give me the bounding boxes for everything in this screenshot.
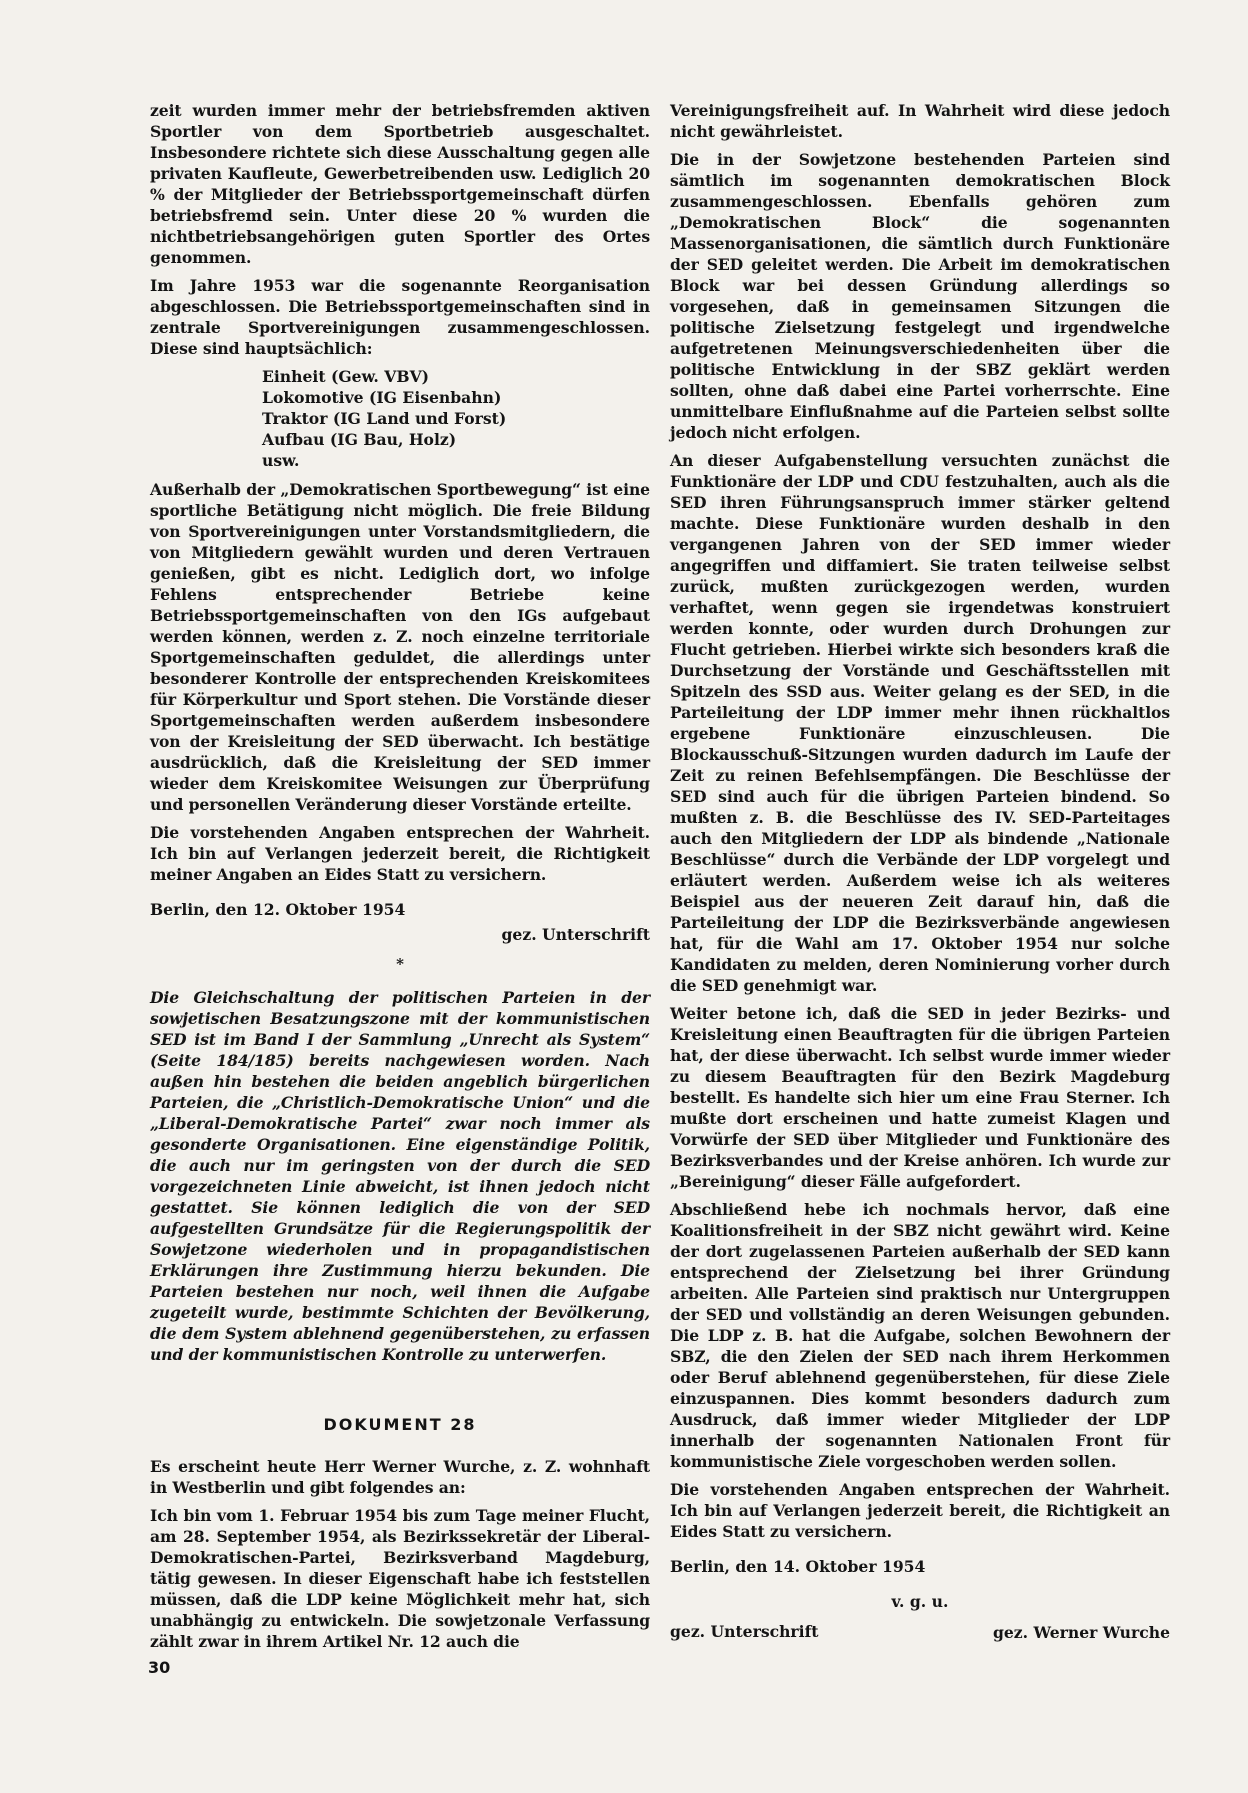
right-paragraph-2: Die in der Sowjetzone bestehenden Parteien sind sämtlich im sogenannten demokratischen Block zusammengeschlossen. Ebenfalls gehören zum „Demokratischen Block“ die sogenannten Massenorganisationen, die sämtlich durch Funktionäre der SED geleitet werden. Die Arbeit im demokratischen Block war bei dessen Gründung allerdings so vorgesehen, daß in gemeinsamen Sitzungen die politische Zielsetzung festgelegt und irgendwelche aufgetretenen Meinungsverschiedenheiten über die politische Entwicklung in der SBZ geklärt werden sollten, ohne daß dabei eine Partei vorherrschte. Eine unmittelbare Einflußnahme auf die Parteien selbst sollte jedoch nicht erfolgen. bbox=[670, 150, 1170, 442]
left-paragraph-2: Im Jahre 1953 war die sogenannte Reorganisation abgeschlossen. Die Betriebssportgemeinschaften sind in zentrale Sportvereinigungen zusammengeschlossen. Diese sind hauptsächlich: bbox=[150, 276, 650, 358]
signature-werner-wurche: gez. Werner Wurche bbox=[992, 1623, 1170, 1642]
left-paragraph-6: Ich bin vom 1. Februar 1954 bis zum Tage meiner Flucht, am 28. September 1954, als Bezirkssekretär der Liberal-Demokratischen-Partei, Bezirksverband Magdeburg, tätig gewesen. In dieser Eigenschaft habe ich feststellen müssen, daß die LDP keine Möglichkeit mehr hat, sich unabhängig zu entwickeln. Die sowjetzonale Verfassung zählt zwar in ihrem Artikel Nr. 12 auch die bbox=[150, 1506, 650, 1651]
section-separator: * bbox=[396, 955, 404, 973]
signature: gez. Unterschrift bbox=[501, 925, 650, 944]
list-item: Aufbau (IG Bau, Holz) bbox=[262, 430, 457, 449]
signature-bottom: gez. Unterschrift bbox=[670, 1622, 819, 1641]
right-paragraph-3: An dieser Aufgabenstellung versuchten zunächst die Funktionäre der LDP und CDU festzuhalten, auch als die SED ihren Führungsanspruch immer stärker geltend machte. Diese Funktionäre wurden deshalb in den vergangenen Jahren von der SED immer wieder angegriffen und diffamiert. Sie traten teilweise selbst zurück, mußten zurückgezogen werden, wurden verhaftet, wenn gegen sie irgendetwas konstruiert werden konnte, oder wurden durch Drohungen zur Flucht getrieben. Hierbei wirkte sich besonders kraß die Durchsetzung der Vorstände und Geschäftsstellen mit Spitzeln des SSD aus. Weiter gelang es der SED, in die Parteileitung der LDP immer mehr ihnen rückhaltlos ergebene Funktionäre einzuschleusen. Die Blockausschuß-Sitzungen wurden dadurch im Laufe der Zeit zu reinen Befehlsempfängen. Die Beschlüsse der SED sind auch für die übrigen Parteien bindend. So mußten z. B. die Beschlüsse des IV. SED-Parteitages auch den Mitgliedern der LDP als bindende „Nationale Beschlüsse“ durch die Verbände der LDP vorgelegt und erläutert werden. Außerdem weise ich als weiteres Beispiel aus der neueren Zeit darauf hin, daß die Parteileitung der LDP die Bezirksverbände angewiesen hat, für die Wahl am 17. Oktober 1954 nur solche Kandidaten zu melden, deren Nominierung vorher durch die SED genehmigt war. bbox=[670, 451, 1170, 995]
right-paragraph-1: Vereinigungsfreiheit auf. In Wahrheit wird diese jedoch nicht gewährleistet. bbox=[670, 101, 1170, 141]
left-column bbox=[150, 100, 650, 1659]
place-date: Berlin, den 14. Oktober 1954 bbox=[670, 1557, 926, 1576]
editorial-note: Die Gleichschaltung der politischen Parteien in der sowjetischen Besatzungszone mit der kommunistischen SED ist im Band I der Sammlung „Unrecht als System“ (Seite 184/185) bereits nachgewiesen worden. Nach außen hin bestehen die beiden angeblich bürgerlichen Parteien, die „Christlich-Demokratische Union“ und die „Liberal-Demokratische Partei“ zwar noch immer als gesonderte Organisationen. Eine eigenständige Politik, die auch nur im geringsten von der durch die SED vorgezeichneten Linie abweicht, ist ihnen jedoch nicht gestattet. Sie können lediglich die von der SED aufgestellten Grundsätze für die Regierungspolitik der Sowjetzone wiederholen und in propagandistischen Erklärungen ihre Zustimmung hierzu bekunden. Die Parteien bestehen nur noch, weil ihnen die Aufgabe zugeteilt wurde, bestimmte Schichten der Bevölkerung, die dem System ablehnend gegenüberstehen, zu erfassen und der kommunistischen Kontrolle zu unterwerfen. bbox=[150, 988, 650, 1364]
left-paragraph-5: Es erscheint heute Herr Werner Wurche, z. Z. wohnhaft in Westberlin und gibt folgendes an: bbox=[150, 1457, 650, 1497]
list-item: usw. bbox=[262, 451, 300, 470]
sport-associations-list bbox=[262, 366, 650, 471]
page-number: 30 bbox=[148, 1658, 171, 1677]
left-paragraph-4: Die vorstehenden Angaben entsprechen der Wahrheit. Ich bin auf Verlangen jederzeit bereit, die Richtigkeit meiner Angaben an Eides Statt zu versichern. bbox=[150, 823, 650, 884]
left-paragraph-1: zeit wurden immer mehr der betriebsfremden aktiven Sportler von dem Sportbetrieb ausgeschaltet. Insbesondere richtete sich diese Ausschaltung gegen alle privaten Kaufleute, Gewerbetreibenden usw. Lediglich 20 % der Mitglieder der Betriebssportgemeinschaft dürfen betriebsfremd sein. Unter diese 20 % wurden die nichtbetriebsangehörigen guten Sportler des Ortes genommen. bbox=[150, 101, 650, 267]
right-column bbox=[670, 100, 1170, 1653]
vgu-mark: v. g. u. bbox=[891, 1592, 949, 1611]
right-paragraph-4: Weiter betone ich, daß die SED in jeder Bezirks- und Kreisleitung einen Beauftragten für die übrigen Parteien hat, der diese überwacht. Ich selbst wurde immer wieder zu diesem Beauftragten für den Bezirk Magdeburg bestellt. Es handelte sich hier um eine Frau Sterner. Ich mußte dort erscheinen und hatte zumeist Klagen und Vorwürfe der SED über Mitglieder und Funktionäre des Bezirksverbandes und der Kreise anhören. Ich wurde zur „Bereinigung“ dieser Fälle aufgefordert. bbox=[670, 1004, 1170, 1191]
left-paragraph-3: Außerhalb der „Demokratischen Sportbewegung“ ist eine sportliche Betätigung nicht möglich. Die freie Bildung von Sportvereinigungen unter Vorstandsmitgliedern, die von Mitgliedern gewählt wurden und deren Vertrauen genießen, gibt es nicht. Lediglich dort, wo infolge Fehlens entsprechender Betriebe keine Betriebssportgemeinschaften von den IGs aufgebaut werden können, werden z. Z. noch einzelne territoriale Sportgemeinschaften geduldet, die allerdings unter besonderer Kontrolle der entsprechenden Kreiskomitees für Körperkultur und Sport stehen. Die Vorstände dieser Sportgemeinschaften werden außerdem insbesondere von der Kreisleitung der SED überwacht. Ich bestätige ausdrücklich, daß die Kreisleitung der SED immer wieder dem Kreiskomitee Weisungen zur Überprüfung und personellen Veränderung dieser Vorstände erteilte. bbox=[150, 480, 650, 814]
list-item: Einheit (Gew. VBV) bbox=[262, 367, 430, 386]
right-paragraph-6: Die vorstehenden Angaben entsprechen der Wahrheit. Ich bin auf Verlangen jederzeit bereit, die Richtigkeit an Eides Statt zu versichern. bbox=[670, 1480, 1170, 1541]
place-date: Berlin, den 12. Oktober 1954 bbox=[150, 900, 406, 919]
document-heading: DOKUMENT 28 bbox=[323, 1415, 477, 1434]
right-paragraph-5: Abschließend hebe ich nochmals hervor, daß eine Koalitionsfreiheit in der SBZ nicht gewährt wird. Keine der dort zugelassenen Parteien außerhalb der SED kann entsprechend der Zielsetzung bei ihrer Gründung arbeiten. Alle Parteien sind praktisch nur Untergruppen der SED und vollständig an deren Weisungen gebunden. Die LDP z. B. hat die Aufgabe, solchen Bewohnern der SBZ, die den Zielen der SED nach ihrem Herkommen oder Beruf ablehnend gegenüberstehen, für diese Ziele einzuspannen. Dies kommt besonders dadurch zum Ausdruck, daß immer wieder Mitglieder der LDP innerhalb der sogenannten Nationalen Front für kommunistische Ziele vorgeschoben werden sollen. bbox=[670, 1200, 1170, 1471]
list-item: Lokomotive (IG Eisenbahn) bbox=[262, 388, 502, 407]
list-item: Traktor (IG Land und Forst) bbox=[262, 409, 507, 428]
